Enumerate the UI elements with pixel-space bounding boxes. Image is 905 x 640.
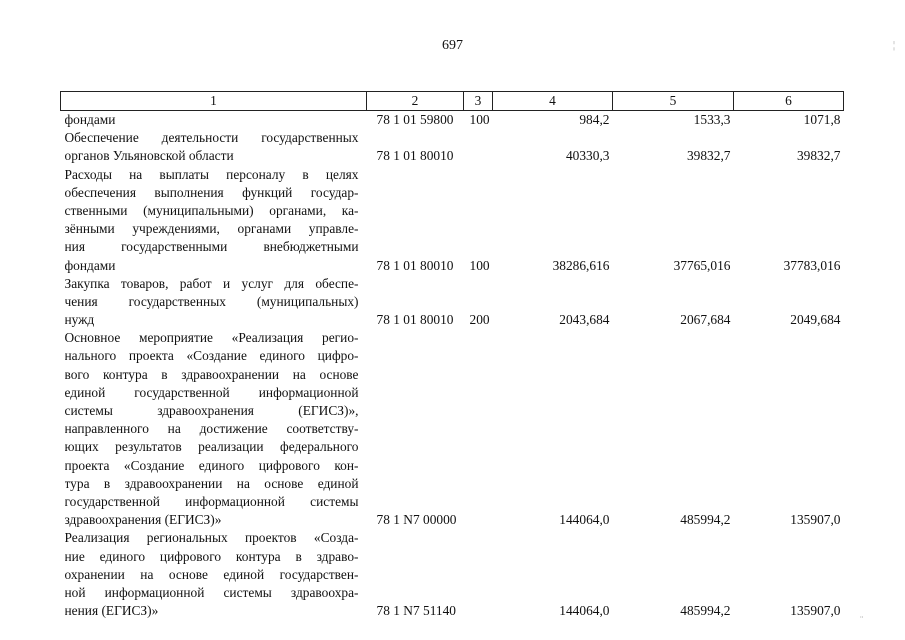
amount-year-2: 485994,2 — [680, 512, 731, 528]
amount-year-3: 39832,7 — [796, 148, 841, 164]
description-line: фондами — [64, 112, 116, 128]
target-article-code: 78 1 01 80010 — [376, 312, 454, 328]
table-row — [61, 275, 844, 330]
target-article-code: 78 1 N7 51140 — [376, 603, 456, 619]
amount-year-3: 135907,0 — [790, 603, 841, 619]
expense-type-code — [464, 129, 493, 165]
row-description — [61, 129, 367, 165]
amount-year-2: 39832,7 — [686, 148, 731, 164]
header-col-5: 5 — [613, 92, 734, 111]
table-row — [61, 129, 844, 165]
description-line: государственной информационной системы — [64, 493, 359, 509]
row-description — [61, 329, 367, 529]
header-col-2: 2 — [367, 92, 464, 111]
description-line: системы здравоохранения (ЕГИСЗ)», — [64, 403, 359, 419]
amount-year-1: 144064,0 — [559, 603, 610, 619]
amount-year-1: 144064,0 — [559, 512, 610, 528]
description-line: ние единого цифрового контура в здраво- — [64, 548, 359, 564]
description-line: обеспечения выполнения функций государ- — [64, 184, 359, 200]
expense-type-code: 200 — [469, 312, 490, 328]
description-line: проекта «Создание единого цифрового кон- — [64, 457, 359, 473]
table-row — [61, 529, 844, 620]
expense-type-code — [464, 529, 493, 620]
description-line: охранении на основе единой государствен- — [64, 566, 359, 582]
row-description — [61, 111, 367, 130]
table-row — [61, 111, 844, 130]
description-line: ной информационной системы здравоохра- — [64, 584, 359, 600]
expense-type-code: 100 — [469, 257, 490, 273]
header-col-4: 4 — [493, 92, 613, 111]
header-row — [61, 92, 844, 111]
amount-year-2: 485994,2 — [680, 603, 731, 619]
description-line: органов Ульяновской области — [64, 148, 234, 164]
description-line: направленного на достижение соответству- — [64, 421, 359, 437]
budget-table — [60, 91, 844, 620]
description-line: ственными (муниципальными) органами, ка- — [64, 202, 359, 218]
amount-year-1: 38286,616 — [552, 257, 610, 273]
amount-year-2: 37765,016 — [673, 257, 731, 273]
scan-mark: ¦ — [893, 40, 896, 51]
table-row — [61, 329, 844, 529]
description-line: Реализация региональных проектов «Созда- — [64, 530, 359, 546]
description-line: ющих результатов реализации федерального — [64, 439, 359, 455]
description-line: нального проекта «Создание единого цифро- — [64, 348, 359, 364]
target-article-code: 78 1 01 80010 — [376, 148, 454, 164]
header-col-6: 6 — [734, 92, 844, 111]
amount-year-3: 37783,016 — [783, 257, 841, 273]
table-body — [61, 111, 844, 621]
amount-year-3: 135907,0 — [790, 512, 841, 528]
description-line: фондами — [64, 257, 116, 273]
amount-year-2: 1533,3 — [693, 112, 731, 127]
description-line: зёнными учреждениями, органами управле- — [64, 221, 359, 237]
target-article-code: 78 1 01 80010 — [376, 257, 454, 273]
table-header — [61, 92, 844, 111]
expense-type-code: 100 — [469, 112, 490, 127]
amount-year-1: 40330,3 — [565, 148, 610, 164]
description-line: единой государственной информационной — [64, 384, 359, 400]
description-line: нужд — [64, 312, 95, 328]
target-article-code: 78 1 01 59800 — [376, 112, 454, 127]
page-number: 697 — [442, 38, 463, 53]
description-line: Основное мероприятие «Реализация регио- — [64, 330, 359, 346]
expense-type-code — [464, 329, 493, 529]
amount-year-1: 984,2 — [579, 112, 610, 127]
header-col-3: 3 — [464, 92, 493, 111]
description-line: вого контура в здравоохранении на основе — [64, 366, 359, 382]
description-line: тура в здравоохранении на основе единой — [64, 475, 359, 491]
description-line: нения (ЕГИСЗ)» — [64, 603, 159, 619]
row-description — [61, 529, 367, 620]
amount-year-2: 2067,684 — [680, 312, 731, 328]
row-description — [61, 275, 367, 330]
header-col-1: 1 — [61, 92, 367, 111]
description-line: Обеспечение деятельности государственных — [64, 130, 359, 146]
description-line: здравоохранения (ЕГИСЗ)» — [64, 512, 222, 528]
description-line: чения государственных (муниципальных) — [64, 293, 359, 309]
table-row — [61, 166, 844, 275]
target-article-code: 78 1 N7 00000 — [376, 512, 457, 528]
scan-mark: ¨ — [860, 615, 864, 626]
row-description — [61, 166, 367, 275]
amount-year-1: 2043,684 — [559, 312, 610, 328]
description-line: Закупка товаров, работ и услуг для обеспе- — [64, 275, 359, 291]
description-line: Расходы на выплаты персоналу в целях — [64, 166, 359, 182]
description-line: ния государственными внебюджетными — [64, 239, 359, 255]
amount-year-3: 1071,8 — [803, 112, 841, 127]
amount-year-3: 2049,684 — [790, 312, 841, 328]
